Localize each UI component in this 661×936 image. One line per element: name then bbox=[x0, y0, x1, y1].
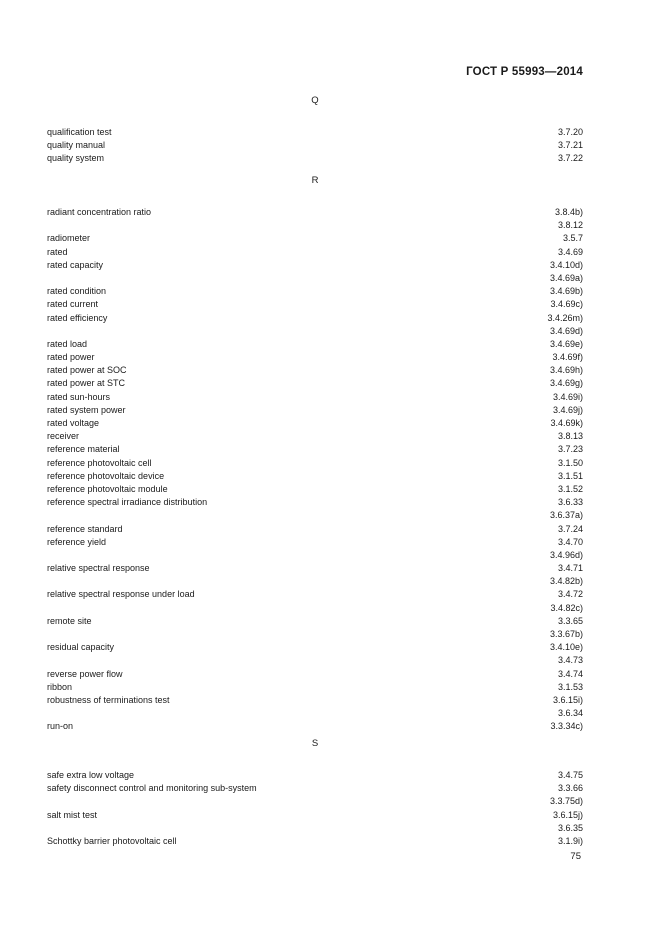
index-section-r bbox=[47, 174, 583, 734]
index-entry bbox=[47, 351, 583, 364]
index-entry bbox=[47, 809, 583, 822]
index-reference: 3.3.34c) bbox=[550, 721, 583, 732]
index-entry bbox=[47, 232, 583, 245]
index-entry bbox=[47, 549, 583, 562]
index-reference: 3.4.74 bbox=[557, 668, 583, 679]
index-entry bbox=[47, 536, 583, 549]
index-reference: 3.1.52 bbox=[557, 483, 583, 494]
index-term: quality manual bbox=[47, 140, 106, 151]
index-reference: 3.4.10e) bbox=[549, 642, 583, 653]
index-term: ribbon bbox=[47, 681, 73, 692]
index-reference: 3.4.69c) bbox=[550, 299, 583, 310]
index-entry bbox=[47, 654, 583, 667]
index-term: reference yield bbox=[47, 536, 107, 547]
index-reference: 3.4.72 bbox=[557, 589, 583, 600]
index-entry bbox=[47, 272, 583, 285]
index-term: reference photovoltaic cell bbox=[47, 457, 152, 468]
index-term: rated power at SOC bbox=[47, 365, 127, 376]
index-term: safe extra low voltage bbox=[47, 770, 135, 780]
index-entry bbox=[47, 615, 583, 628]
index-reference: 3.7.21 bbox=[557, 140, 583, 151]
index-reference: 3.4.75 bbox=[557, 770, 583, 780]
index-reference: 3.4.69 bbox=[557, 246, 583, 257]
index-term: radiant concentration ratio bbox=[47, 207, 152, 217]
index-reference: 3.3.66 bbox=[557, 783, 583, 794]
index-reference: 3.4.69f) bbox=[552, 352, 583, 363]
index-reference: 3.6.37a) bbox=[549, 510, 583, 521]
index-term: run-on bbox=[47, 721, 74, 732]
index-entry bbox=[47, 523, 583, 536]
index-reference: 3.8.4b) bbox=[554, 207, 583, 217]
index-entry bbox=[47, 588, 583, 601]
index-reference: 3.7.23 bbox=[557, 444, 583, 455]
index-reference: 3.8.12 bbox=[557, 220, 583, 231]
index-entry bbox=[47, 126, 583, 139]
index-term: remote site bbox=[47, 615, 92, 626]
index-entry bbox=[47, 822, 583, 835]
index-reference: 3.4.69i) bbox=[552, 391, 583, 402]
index-entry bbox=[47, 509, 583, 522]
index-entries bbox=[47, 126, 583, 166]
index-reference: 3.3.67b) bbox=[549, 629, 583, 639]
index-reference: 3.7.24 bbox=[557, 523, 583, 534]
index-term: rated efficiency bbox=[47, 312, 108, 323]
index-reference: 3.4.71 bbox=[557, 563, 583, 574]
section-letter: Q bbox=[311, 95, 319, 106]
index-entry bbox=[47, 628, 583, 641]
index-entry bbox=[47, 325, 583, 338]
index-reference: 3.4.69a) bbox=[549, 272, 583, 283]
index-reference: 3.8.13 bbox=[557, 431, 583, 442]
index-entry bbox=[47, 338, 583, 351]
index-reference: 3.4.69e) bbox=[549, 338, 583, 349]
index-entry bbox=[47, 707, 583, 720]
index-reference: 3.4.82c) bbox=[550, 602, 583, 613]
index-entries bbox=[47, 206, 583, 734]
index-reference: 3.4.10d) bbox=[549, 259, 583, 270]
index-entry bbox=[47, 681, 583, 694]
index-reference: 3.3.75d) bbox=[549, 796, 583, 807]
index-entry bbox=[47, 443, 583, 456]
index-term: rated sun-hours bbox=[47, 391, 111, 402]
index-term: rated voltage bbox=[47, 418, 100, 428]
index-entry bbox=[47, 152, 583, 165]
index-section-s bbox=[47, 737, 583, 848]
index-reference: 3.6.34 bbox=[557, 708, 583, 719]
index-entry bbox=[47, 259, 583, 272]
index-entry bbox=[47, 782, 583, 795]
index-entry bbox=[47, 364, 583, 377]
index-term: Schottky barrier photovoltaic cell bbox=[47, 835, 177, 846]
index-term: rated current bbox=[47, 299, 99, 310]
index-entry bbox=[47, 298, 583, 311]
index-reference: 3.4.69g) bbox=[549, 378, 583, 389]
index-entry bbox=[47, 835, 583, 848]
index-term: rated system power bbox=[47, 404, 126, 415]
index-entry bbox=[47, 720, 583, 733]
index-term: reference standard bbox=[47, 523, 123, 534]
index-term: salt mist test bbox=[47, 809, 98, 820]
index-reference: 3.1.50 bbox=[557, 457, 583, 468]
index-term: rated power bbox=[47, 352, 95, 363]
index-term: reference spectral irradiance distribution bbox=[47, 497, 208, 508]
index-reference: 3.6.35 bbox=[557, 822, 583, 833]
index-term: radiometer bbox=[47, 233, 91, 244]
index-reference: 3.6.33 bbox=[557, 497, 583, 508]
index-term: safety disconnect control and monitoring sub-system bbox=[47, 783, 257, 794]
index-entry bbox=[47, 206, 583, 219]
index-entry bbox=[47, 602, 583, 615]
index-term: robustness of terminations test bbox=[47, 694, 170, 705]
index-reference: 3.1.53 bbox=[557, 681, 583, 692]
index-entry bbox=[47, 285, 583, 298]
index-reference: 3.4.69k) bbox=[550, 418, 583, 428]
index-reference: 3.4.69j) bbox=[552, 404, 583, 415]
index-term: reverse power flow bbox=[47, 668, 123, 679]
index-section-q bbox=[47, 94, 583, 166]
index-reference: 3.6.15i) bbox=[552, 694, 583, 705]
index-entry bbox=[47, 391, 583, 404]
index-term: receiver bbox=[47, 431, 80, 442]
index-term: rated condition bbox=[47, 286, 107, 297]
index-entry bbox=[47, 562, 583, 575]
index-entry bbox=[47, 457, 583, 470]
index-term: quality system bbox=[47, 153, 105, 164]
index-entry bbox=[47, 139, 583, 152]
index-reference: 3.4.82b) bbox=[549, 576, 583, 587]
index-reference: 3.4.26m) bbox=[547, 312, 583, 323]
index-reference: 3.4.69h) bbox=[549, 365, 583, 376]
index-entry bbox=[47, 312, 583, 325]
index-entry bbox=[47, 575, 583, 588]
index-reference: 3.5.7 bbox=[562, 233, 583, 244]
section-letter: S bbox=[311, 738, 319, 749]
index-term: rated capacity bbox=[47, 259, 104, 270]
index-entry bbox=[47, 219, 583, 232]
index-term: qualification test bbox=[47, 127, 112, 137]
document-header: ГОСТ Р 55993—2014 bbox=[466, 66, 583, 78]
index-entry bbox=[47, 377, 583, 390]
index-entries bbox=[47, 769, 583, 848]
index-entry bbox=[47, 795, 583, 808]
index-entry bbox=[47, 694, 583, 707]
index-entry bbox=[47, 417, 583, 430]
index-term: relative spectral response under load bbox=[47, 589, 195, 600]
index-reference: 3.7.22 bbox=[557, 153, 583, 164]
index-term: reference material bbox=[47, 444, 120, 455]
index-entry bbox=[47, 430, 583, 443]
index-entry bbox=[47, 496, 583, 509]
index-entry bbox=[47, 641, 583, 654]
index-reference: 3.1.51 bbox=[557, 470, 583, 481]
index-entry bbox=[47, 769, 583, 782]
index-reference: 3.4.70 bbox=[557, 536, 583, 547]
index-entry bbox=[47, 483, 583, 496]
index-term: relative spectral response bbox=[47, 563, 150, 574]
index-reference: 3.6.15j) bbox=[552, 809, 583, 820]
index-reference: 3.4.69b) bbox=[549, 286, 583, 297]
section-letter: R bbox=[311, 175, 319, 186]
index-reference: 3.4.73 bbox=[557, 655, 583, 666]
index-reference: 3.4.69d) bbox=[549, 325, 583, 336]
index-reference: 3.7.20 bbox=[557, 127, 583, 137]
index-reference: 3.4.96d) bbox=[549, 549, 583, 560]
index-reference: 3.1.9i) bbox=[557, 835, 583, 846]
page-number: 75 bbox=[570, 851, 581, 862]
index-entry bbox=[47, 668, 583, 681]
index-term: reference photovoltaic device bbox=[47, 470, 165, 481]
index-entry bbox=[47, 470, 583, 483]
index-term: residual capacity bbox=[47, 642, 115, 653]
index-term: reference photovoltaic module bbox=[47, 483, 168, 494]
index-term: rated load bbox=[47, 338, 88, 349]
index-entry bbox=[47, 404, 583, 417]
index-entry bbox=[47, 246, 583, 259]
index-term: rated power at STC bbox=[47, 378, 126, 389]
index-term: rated bbox=[47, 246, 68, 257]
index-reference: 3.3.65 bbox=[557, 615, 583, 626]
